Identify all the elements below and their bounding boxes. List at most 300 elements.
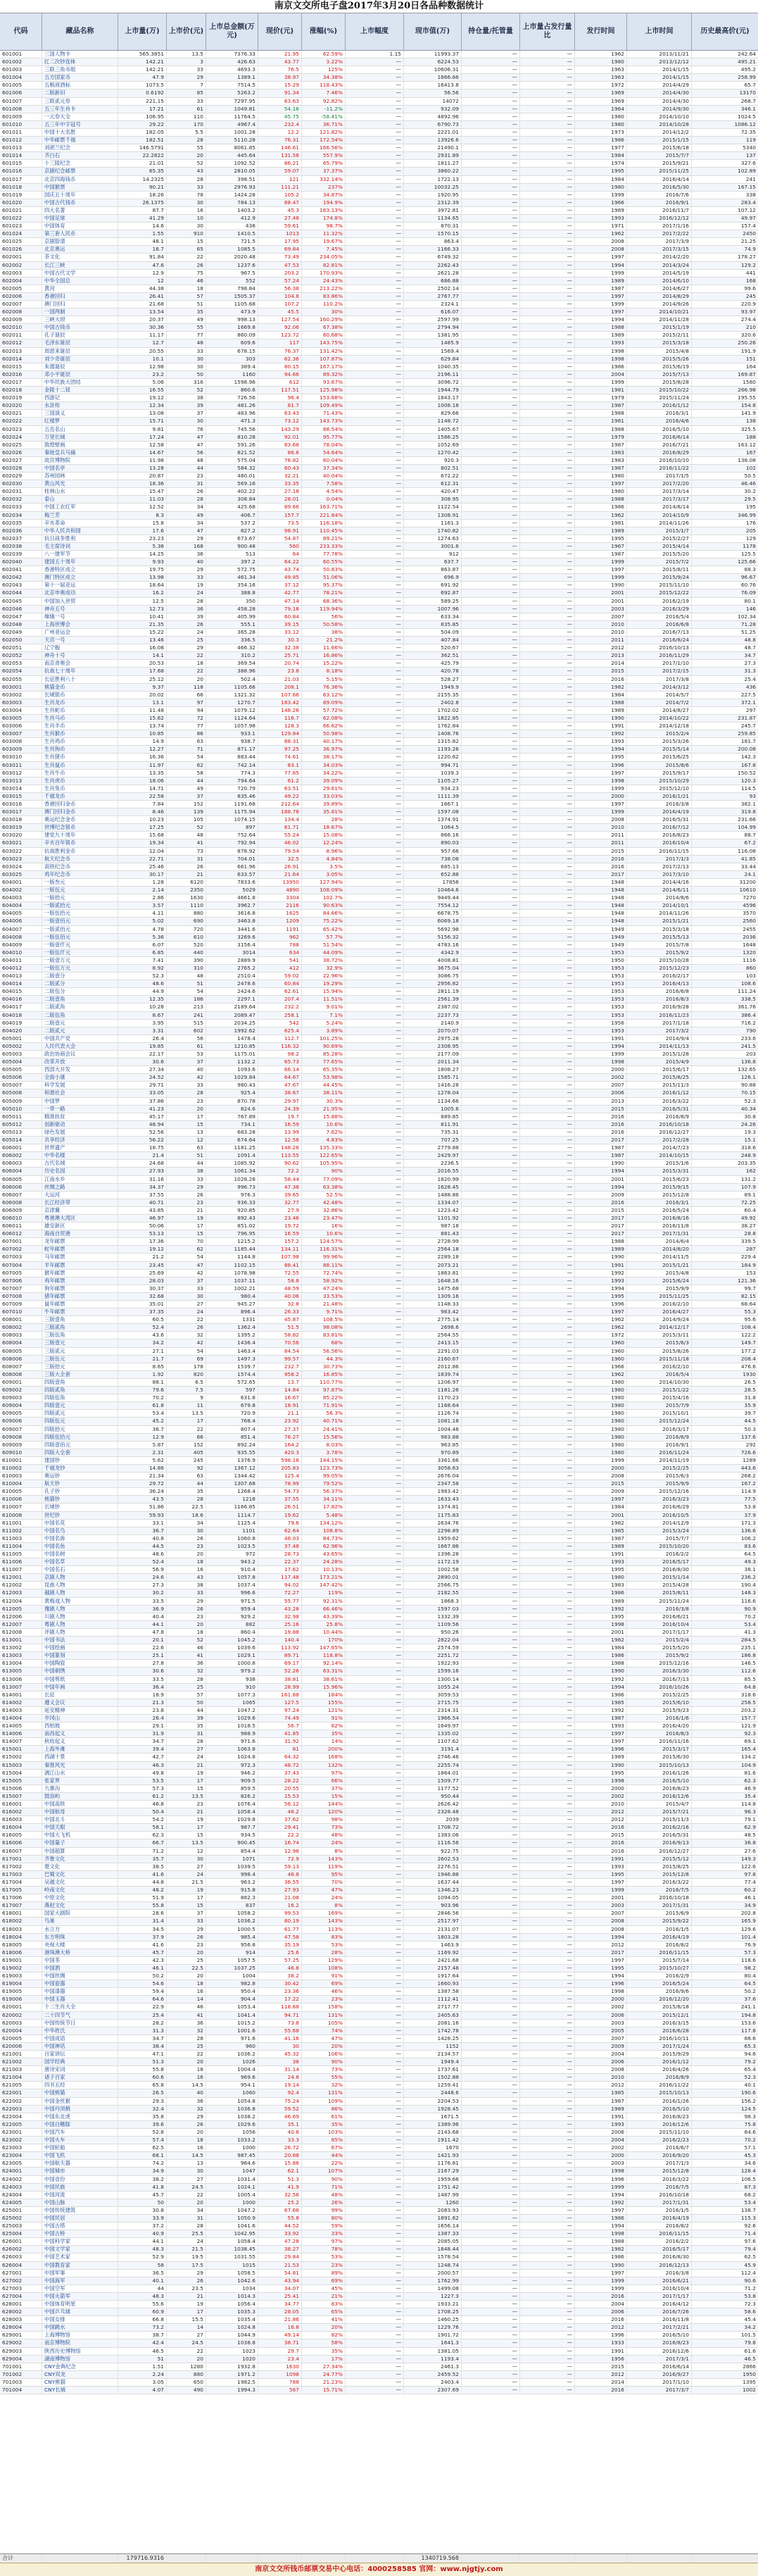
table-row[interactable] [0,1058,758,1066]
table-row[interactable] [0,1339,758,1347]
cell-name[interactable]: 中国共产党 [42,1035,118,1042]
cell-name[interactable]: 鸡年纪念币 [42,871,118,878]
table-row[interactable] [0,137,758,144]
table-row[interactable] [0,89,758,97]
table-row[interactable] [0,98,758,106]
table-row[interactable] [0,1543,758,1551]
table-row[interactable] [0,1949,758,1957]
cell-name[interactable]: 漓江山水 [42,1770,118,1777]
cell-name[interactable]: 中国火箭军 [42,2293,118,2300]
header-holdings[interactable]: 持仓量/托管量 [462,13,520,50]
cell-name[interactable]: 中国高铁 [42,1801,118,1808]
cell-name[interactable]: 中国名兽 [42,1535,118,1542]
table-row[interactable] [0,512,758,520]
table-row[interactable] [0,574,758,582]
table-row[interactable] [0,2308,758,2316]
cell-name[interactable]: 中华姓氏 [42,2027,118,2034]
cell-name[interactable]: 中国文学家 [42,2246,118,2253]
cell-name[interactable]: 中国古代钱币 [42,199,118,206]
cell-name[interactable]: 中国空军 [42,2285,118,2292]
table-row[interactable] [0,238,758,246]
table-row[interactable] [0,1972,758,1980]
table-row[interactable] [0,410,758,418]
cell-name[interactable]: 千禧龙钞 [42,1465,118,1472]
header-historical-high[interactable]: 历史最高价(元) [700,27,750,35]
table-row[interactable] [0,1137,758,1144]
cell-name[interactable]: 天宫一号 [42,637,118,644]
table-row[interactable] [0,2371,758,2379]
cell-name[interactable]: 中国神话 [42,2043,118,2050]
table-row[interactable] [0,1457,758,1465]
cell-name[interactable]: 北京申奥成功 [42,589,118,596]
cell-name[interactable]: 大运河 [42,1192,118,1199]
table-row[interactable] [0,332,758,339]
table-row[interactable] [0,1168,758,1175]
table-row[interactable] [0,379,758,387]
table-row[interactable] [0,839,758,847]
cell-name[interactable]: 中原文化 [42,1894,118,1901]
table-row[interactable] [0,2176,758,2184]
table-row[interactable] [0,2192,758,2199]
table-row[interactable] [0,2293,758,2301]
table-row[interactable] [0,152,758,160]
cell-name[interactable]: 人民代表大会 [42,1043,118,1050]
table-row[interactable] [0,558,758,566]
cell-name[interactable]: 二版贰元 [42,1027,118,1034]
cell-name[interactable]: 中华人民共和国 [42,527,118,534]
cell-name[interactable]: 三版伍角 [42,1332,118,1339]
cell-name[interactable]: 生肖牛币 [42,770,118,777]
table-row[interactable] [0,1098,758,1106]
table-row[interactable] [0,2238,758,2246]
cell-name[interactable]: 粤港澳大湾区 [42,1215,118,1222]
cell-name[interactable]: 三版贰元 [42,1348,118,1355]
cell-name[interactable]: 中国名草 [42,1558,118,1565]
table-row[interactable] [0,1535,758,1543]
table-row[interactable] [0,1223,758,1230]
table-row[interactable] [0,2348,758,2356]
table-row[interactable] [0,1996,758,2003]
cell-name[interactable]: 八一建军节 [42,551,118,558]
table-row[interactable] [0,1707,758,1715]
table-row[interactable] [0,1551,758,1558]
table-row[interactable] [0,2051,758,2058]
table-row[interactable] [0,2113,758,2121]
table-row[interactable] [0,2332,758,2339]
cell-name[interactable]: 雄安新区 [42,1223,118,1230]
table-row[interactable] [0,58,758,66]
table-row[interactable] [0,1152,758,1160]
cell-name[interactable]: 一国两制 [42,308,118,315]
cell-name[interactable]: 生肖鼠币 [42,762,118,769]
table-row[interactable] [0,262,758,270]
cell-name[interactable]: 中国名鱼 [42,1543,118,1550]
table-row[interactable] [0,629,758,637]
cell-name[interactable]: 中国金丝猴 [42,2098,118,2105]
table-row[interactable] [0,1777,758,1785]
table-row[interactable] [0,1442,758,1449]
cell-name[interactable]: 澳门特区成立 [42,574,118,581]
table-row[interactable] [0,2301,758,2308]
table-row[interactable] [0,1176,758,1184]
table-row[interactable] [0,1808,758,1816]
cell-name[interactable]: 航天纪念币 [42,856,118,863]
table-row[interactable] [0,996,758,1003]
table-row[interactable] [0,2363,758,2371]
table-row[interactable] [0,2356,758,2363]
cell-name[interactable]: 中华民族大团结 [42,379,118,386]
cell-name[interactable]: 一元券大全 [42,113,118,120]
cell-name[interactable]: 周恩来诞辰 [42,348,118,355]
table-row[interactable] [0,1824,758,1832]
cell-name[interactable]: 中国海军 [42,2277,118,2284]
cell-name[interactable]: 北京四海钱币 [42,176,118,183]
table-row[interactable] [0,887,758,894]
cell-name[interactable]: 水浒传 [42,402,118,409]
cell-name[interactable]: 中国轮船 [42,2144,118,2151]
table-row[interactable] [0,934,758,942]
cell-name[interactable]: 国家大剧院 [42,1910,118,1917]
cell-name[interactable]: 南昌起义 [42,1730,118,1737]
table-row[interactable] [0,1512,758,1520]
cell-name[interactable]: 长征胜利八十 [42,676,118,683]
table-row[interactable] [0,2020,758,2027]
table-row[interactable] [0,1722,758,1730]
table-row[interactable] [0,1332,758,1339]
table-row[interactable] [0,2003,758,2011]
cell-name[interactable]: 香港回归 [42,293,118,300]
cell-name[interactable]: 一版叁元 [42,879,118,886]
table-row[interactable] [0,1238,758,1246]
table-row[interactable] [0,1285,758,1293]
cell-name[interactable]: 黄山风光 [42,480,118,487]
table-row[interactable] [0,1520,758,1527]
cell-name[interactable]: 四版贰角 [42,1387,118,1394]
header-listing-multiple[interactable]: 上市幅度 [346,13,404,50]
table-row[interactable] [0,356,758,363]
cell-name[interactable]: 中国古钱币 [42,324,118,331]
table-row[interactable] [0,1488,758,1496]
table-row[interactable] [0,980,758,988]
cell-name[interactable]: 羊年邮票 [42,1262,118,1269]
cell-name[interactable]: 创新驱动 [42,1121,118,1128]
table-row[interactable] [0,1988,758,1996]
header-listing-date[interactable]: 上市时间 [627,13,692,50]
cell-name[interactable]: 抗战七十周年 [42,668,118,675]
cell-name[interactable]: 北京奥运 [42,246,118,253]
cell-name[interactable]: 世博纪念银币 [42,824,118,831]
cell-name[interactable]: 生肖虎币 [42,777,118,784]
cell-name[interactable]: 中国剪纸 [42,1676,118,1683]
table-row[interactable] [0,2074,758,2082]
cell-name[interactable]: 中国玉器 [42,1996,118,2003]
cell-name[interactable]: 五三年生肖卡 [42,106,118,113]
table-row[interactable] [0,856,758,863]
table-row[interactable] [0,957,758,965]
table-row[interactable] [0,1020,758,1027]
table-row[interactable] [0,1692,758,1699]
table-row[interactable] [0,520,758,527]
table-row[interactable] [0,2027,758,2035]
table-row[interactable] [0,246,758,254]
cell-name[interactable]: 一版壹仟元 [42,942,118,949]
cell-name[interactable]: 三版壹角 [42,1316,118,1323]
cell-name[interactable]: 中国传统节日 [42,2020,118,2027]
cell-name[interactable]: 长江三峡 [42,262,118,269]
cell-name[interactable]: 齐鲁文化 [42,1856,118,1863]
table-row[interactable] [0,129,758,137]
table-row[interactable] [0,2379,758,2387]
table-row[interactable] [0,2277,758,2285]
table-row[interactable] [0,2324,758,2332]
cell-name[interactable]: 中国教育家 [42,2262,118,2269]
cell-name[interactable]: 京津冀 [42,1207,118,1214]
table-row[interactable] [0,824,758,832]
table-row[interactable] [0,1942,758,1949]
table-row[interactable] [0,730,758,738]
cell-name[interactable]: 秋收起义 [42,1738,118,1745]
table-row[interactable] [0,2089,758,2097]
cell-name[interactable]: 中国量子 [42,1839,118,1846]
cell-name[interactable]: 航天钞 [42,1480,118,1487]
cell-name[interactable]: 粤剧人物 [42,1621,118,1628]
cell-name[interactable]: 建党九十周年 [42,832,118,839]
cell-name[interactable]: 中国艺术家 [42,2253,118,2261]
cell-name[interactable]: 建国钞 [42,1457,118,1464]
cell-name[interactable]: 中国名树 [42,1551,118,1558]
table-row[interactable] [0,1589,758,1597]
cell-name[interactable]: 四版壹角 [42,1379,118,1386]
table-row[interactable] [0,1012,758,1020]
table-row[interactable] [0,1035,758,1043]
cell-name[interactable]: 黄梅戏人物 [42,1598,118,1605]
cell-name[interactable]: 红楼梦 [42,418,118,425]
table-row[interactable] [0,848,758,856]
cell-name[interactable]: CNY双龙 [42,2371,118,2378]
cell-name[interactable]: 一版贰拾元 [42,902,118,909]
table-row[interactable] [0,1715,758,1722]
cell-name[interactable]: 西湖十景 [42,1753,118,1761]
table-row[interactable] [0,1582,758,1589]
table-row[interactable] [0,2168,758,2175]
cell-name[interactable]: 建国五十周年 [42,558,118,565]
cell-name[interactable]: 中国加入世贸 [42,598,118,605]
table-row[interactable] [0,1394,758,1402]
header-change[interactable]: 涨幅(%) [302,13,346,50]
cell-name[interactable]: 中国航天器 [42,2160,118,2167]
cell-name[interactable]: 九寨沟 [42,1785,118,1792]
table-row[interactable] [0,965,758,973]
cell-name[interactable]: 越剧人物 [42,1589,118,1596]
table-row[interactable] [0,1027,758,1035]
table-row[interactable] [0,1871,758,1879]
cell-name[interactable]: 昆曲人物 [42,1582,118,1589]
cell-name[interactable]: 中华邮票千禧 [42,137,118,144]
table-row[interactable] [0,1496,758,1503]
table-row[interactable] [0,762,758,770]
cell-name[interactable]: 上海博物馆 [42,2332,118,2339]
cell-name[interactable]: 京剧人物 [42,1574,118,1581]
table-row[interactable] [0,106,758,113]
table-row[interactable] [0,1308,758,1316]
table-row[interactable] [0,1113,758,1121]
cell-name[interactable]: 延安精神 [42,1707,118,1714]
cell-name[interactable]: 生肖龙币 [42,699,118,706]
cell-name[interactable]: 三版拾元 [42,1363,118,1370]
cell-name[interactable]: 央视大楼 [42,1942,118,1949]
table-row[interactable] [0,902,758,910]
cell-name[interactable]: 邓小平诞辰 [42,371,118,378]
table-row[interactable] [0,1144,758,1152]
table-row[interactable] [0,816,758,824]
cell-name[interactable]: 猴年邮票 [42,1270,118,1277]
table-row[interactable] [0,2121,758,2129]
cell-name[interactable]: 岭南文化 [42,1887,118,1894]
table-row[interactable] [0,1410,758,1418]
table-row[interactable] [0,2160,758,2168]
table-row[interactable] [0,1832,758,1839]
cell-name[interactable]: 五粮液酒标 [42,82,118,89]
table-row[interactable] [0,207,758,215]
cell-name[interactable]: 国庆五十周年 [42,192,118,199]
cell-name[interactable]: 三峡大坝 [42,316,118,323]
table-row[interactable] [0,2222,758,2230]
table-row[interactable] [0,1637,758,1644]
table-row[interactable] [0,254,758,261]
table-row[interactable] [0,1465,758,1473]
table-row[interactable] [0,1426,758,1434]
cell-name[interactable]: 万里长城 [42,434,118,441]
table-row[interactable] [0,457,758,465]
table-row[interactable] [0,637,758,644]
table-row[interactable] [0,1965,758,1972]
table-row[interactable] [0,2066,758,2074]
cell-name[interactable]: 国学经典 [42,2058,118,2065]
table-row[interactable] [0,418,758,425]
cell-name[interactable]: 二版壹分 [42,973,118,980]
table-row[interactable] [0,801,758,808]
cell-name[interactable]: 蛇年邮票 [42,1246,118,1253]
cell-name[interactable]: 江南水乡 [42,1176,118,1183]
cell-name[interactable]: 豫剧人物 [42,1606,118,1613]
table-row[interactable] [0,1887,758,1894]
cell-name[interactable]: 陕西历史博物馆 [42,2348,118,2355]
table-row[interactable] [0,1762,758,1770]
header-listing-price[interactable]: 上市价(元) [167,13,206,50]
cell-name[interactable]: 五方国家币 [42,74,118,81]
table-row[interactable] [0,1324,758,1332]
cell-name[interactable]: 东方明珠 [42,1934,118,1941]
table-row[interactable] [0,74,758,82]
cell-name[interactable]: 五三年中字冠号 [42,121,118,128]
cell-name[interactable]: 三联贰元券 [42,98,118,105]
table-row[interactable] [0,1894,758,1902]
cell-name[interactable]: 梅兰芳 [42,512,118,519]
table-row[interactable] [0,434,758,442]
cell-name[interactable]: 刘少奇诞辰 [42,356,118,363]
cell-name[interactable]: 茶文化 [42,254,118,261]
cell-name[interactable]: 中国绘画 [42,1644,118,1651]
cell-name[interactable]: 中国酒 [42,1965,118,1972]
table-row[interactable] [0,551,758,558]
cell-name[interactable]: 一版贰佰元 [42,926,118,933]
table-row[interactable] [0,1957,758,1965]
cell-name[interactable]: 熊猫金币 [42,684,118,691]
table-row[interactable] [0,1676,758,1684]
cell-name[interactable]: 红二次钞连体 [42,58,118,65]
table-row[interactable] [0,918,758,925]
cell-name[interactable]: 中国熊猫 [42,2089,118,2096]
table-row[interactable] [0,793,758,801]
table-row[interactable] [0,223,758,230]
table-row[interactable] [0,1473,758,1480]
cell-name[interactable]: 猪年邮票 [42,1293,118,1300]
cell-name[interactable]: 中国白鳍豚 [42,2121,118,2128]
cell-name[interactable]: 生肖马币 [42,715,118,722]
cell-name[interactable]: 中国茶 [42,1957,118,1964]
cell-name[interactable]: 生肖鸡币 [42,738,118,745]
cell-name[interactable]: 长城银币 [42,692,118,699]
cell-name[interactable]: 中国工农红军 [42,504,118,511]
table-row[interactable] [0,339,758,347]
table-row[interactable] [0,121,758,129]
table-row[interactable] [0,707,758,715]
cell-name[interactable]: 精准扶贫 [42,1113,118,1120]
cell-name[interactable]: 吴越文化 [42,1879,118,1886]
table-row[interactable] [0,644,758,652]
table-row[interactable] [0,1910,758,1918]
table-row[interactable] [0,2253,758,2261]
cell-name[interactable]: 南京青奥会 [42,660,118,667]
table-row[interactable] [0,621,758,629]
cell-name[interactable]: 一版壹佰元 [42,918,118,925]
table-row[interactable] [0,176,758,184]
cell-name[interactable]: 中国北斗 [42,1816,118,1823]
table-row[interactable] [0,230,758,238]
table-row[interactable] [0,270,758,277]
table-row[interactable] [0,770,758,777]
cell-name[interactable]: 二版贰分 [42,980,118,987]
cell-name[interactable]: 井冈山 [42,1715,118,1722]
table-row[interactable] [0,192,758,199]
cell-name[interactable]: 燕赵文化 [42,1902,118,1909]
table-row[interactable] [0,1613,758,1621]
cell-name[interactable]: 四版贰元 [42,1410,118,1417]
table-row[interactable] [0,692,758,699]
table-row[interactable] [0,1699,758,1707]
cell-name[interactable]: 第三套人民币 [42,230,118,237]
table-row[interactable] [0,480,758,488]
table-row[interactable] [0,2285,758,2293]
cell-name[interactable]: 二版伍分 [42,988,118,995]
table-row[interactable] [0,387,758,394]
cell-name[interactable]: 中国丝绸 [42,1972,118,1980]
cell-name[interactable]: 香港特区成立 [42,566,118,573]
table-row[interactable] [0,371,758,379]
table-row[interactable] [0,543,758,551]
table-row[interactable] [0,1606,758,1613]
table-row[interactable] [0,2246,758,2253]
table-row[interactable] [0,1387,758,1394]
cell-name[interactable]: 毛主席诗词 [42,543,118,550]
table-row[interactable] [0,910,758,918]
table-row[interactable] [0,363,758,371]
table-row[interactable] [0,1566,758,1574]
table-row[interactable] [0,66,758,74]
cell-name[interactable]: 中国陶瓷 [42,1660,118,1667]
cell-name[interactable]: 中国丹顶鹤 [42,2106,118,2113]
cell-name[interactable]: 张家界 [42,1777,118,1784]
